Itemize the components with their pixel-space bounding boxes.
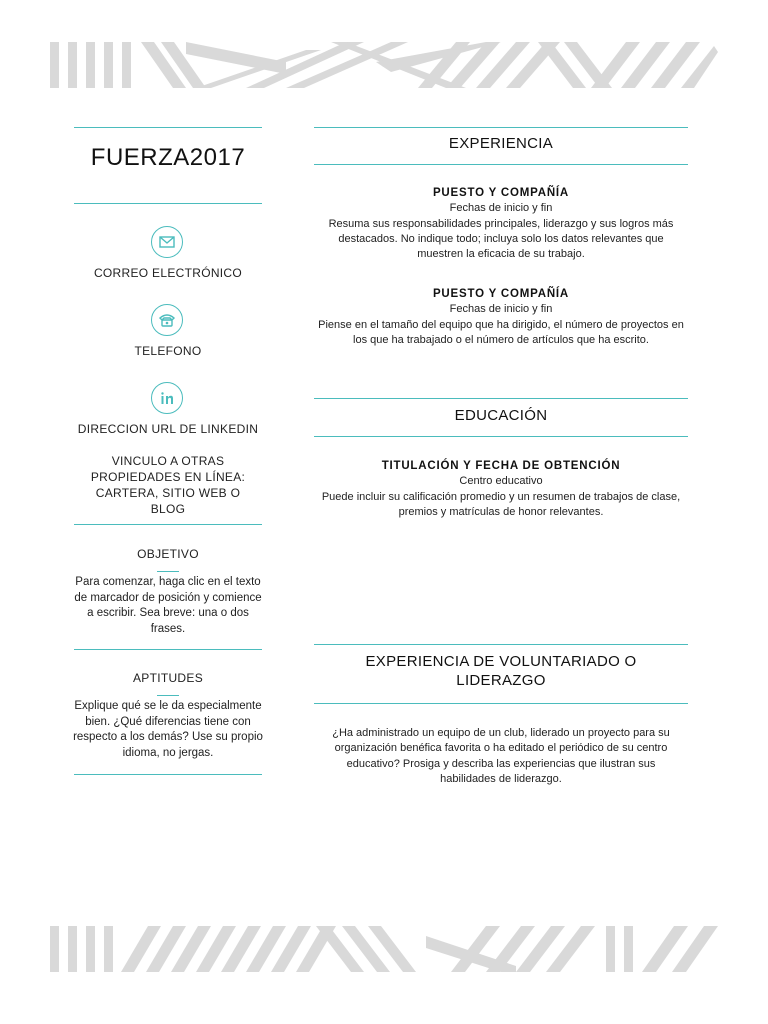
school-name: Centro educativo [459,475,543,488]
job-title: PUESTO Y COMPAÑÍA [432,187,570,199]
volunteer-description[interactable]: ¿Ha administrado un equipo de un club, liderado un proyecto para su organización benéfica favorita o ha editado el periódico de su centro educativo? Prosiga y describa las experiencias que ilustran sus habilidades de liderazgo. [332,727,670,785]
decorative-pattern-bottom [46,926,718,972]
heading-underline [157,695,179,696]
experience-entry[interactable] [314,287,688,348]
skills-text[interactable]: Explique qué se le da especialmente bien. ¿Qué diferencias tiene con respecto a los demás? Use su propio idioma, no jergas. [73,700,263,759]
divider [314,398,688,399]
contact-phone[interactable]: TELEFONO [134,344,202,358]
degree-title: TITULACIÓN Y FECHA DE OBTENCIÓN [381,460,621,472]
divider [74,524,262,525]
volunteer-heading: EXPERIENCIA DE VOLUNTARIADO O LIDERAZGO [365,653,637,689]
job-dates: Fechas de inicio y fin [449,202,553,215]
divider [74,203,262,204]
divider [314,127,688,128]
divider [74,774,262,775]
contact-other-links[interactable]: VINCULO A OTRAS PROPIEDADES EN LÍNEA: CARTERA, SITIO WEB O BLOG [90,454,246,516]
job-description: Piense en el tamaño del equipo que ha dirigido, el número de proyectos en los que ha trabajado o el número de artículos que ha escrito. [318,318,684,346]
contact-linkedin[interactable]: DIRECCION URL DE LINKEDIN [77,422,259,436]
experience-heading: EXPERIENCIA [448,135,554,152]
decorative-pattern-top [46,42,718,88]
divider [74,127,262,128]
divider [314,644,688,645]
email-icon [151,226,183,258]
heading-underline [157,571,179,572]
experience-entry[interactable] [314,186,688,262]
job-title: PUESTO Y COMPAÑÍA [432,288,570,300]
objective-text[interactable]: Para comenzar, haga clic en el texto de marcador de posición y comience a escribir. Sea breve: una o dos frases. [74,576,262,635]
education-description: Puede incluir su calificación promedio y un resumen de trabajos de clase, premios y matrículas de honor relevantes. [321,490,681,518]
linkedin-icon [151,382,183,414]
skills-heading: APTITUDES [132,671,204,685]
divider [314,164,688,165]
applicant-name: FUERZA2017 [90,144,246,171]
education-entry[interactable] [314,459,688,520]
objective-heading: OBJETIVO [137,547,199,561]
education-heading: EDUCACIÓN [454,407,548,424]
divider [314,436,688,437]
divider [314,703,688,704]
phone-icon [151,304,183,336]
contact-email[interactable]: CORREO ELECTRÓNICO [93,266,243,280]
job-dates: Fechas de inicio y fin [449,303,553,316]
job-description: Resuma sus responsabilidades principales, liderazgo y sus logros más destacados. No indique todo; incluya solo los datos relevantes que muestren la eficacia de su trabajo. [328,217,674,261]
divider [74,649,262,650]
